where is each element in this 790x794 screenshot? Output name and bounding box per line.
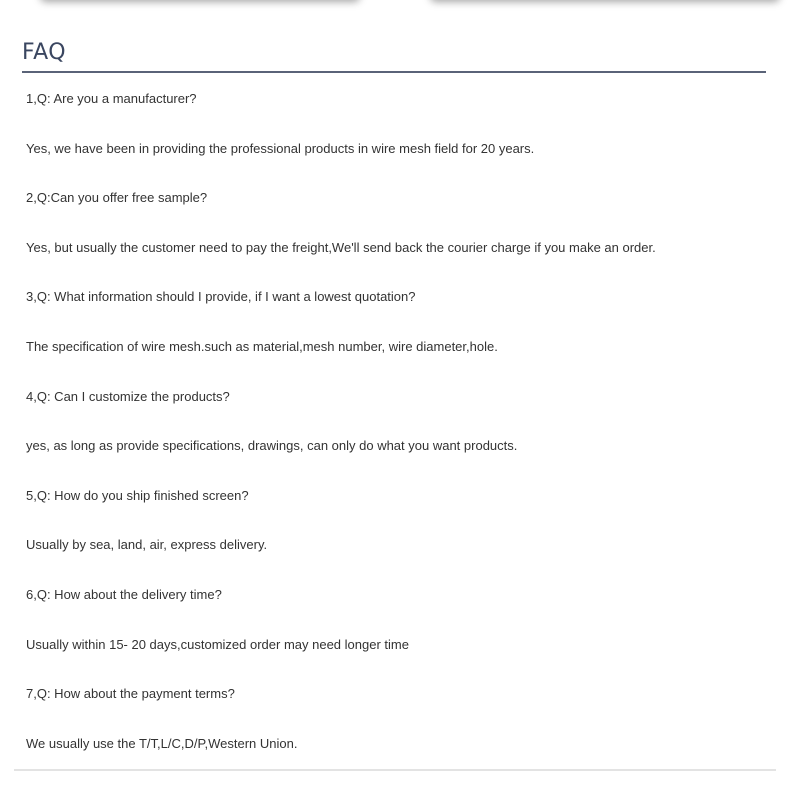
title-divider — [22, 71, 766, 73]
faq-question-6: 6,Q: How about the delivery time? — [26, 586, 222, 602]
faq-answer-5: Usually by sea, land, air, express delivery. — [26, 537, 268, 553]
faq-list — [26, 90, 766, 784]
faq-question-3: 3,Q: What information should I provide, if I want a lowest quotation? — [26, 289, 416, 305]
faq-question-4: 4,Q: Can I customize the products? — [26, 388, 230, 404]
bottom-divider — [14, 769, 776, 771]
faq-question-1: 1,Q: Are you a manufacturer? — [26, 91, 197, 106]
faq-question-2: 2,Q:Can you offer free sample? — [26, 190, 208, 206]
faq-answer-3: The specification of wire mesh.such as material,mesh number, wire diameter,hole. — [26, 338, 498, 354]
faq-question-5: 5,Q: How do you ship finished screen? — [26, 487, 249, 503]
faq-answer-6: Usually within 15- 20 days,customized order may need longer time — [26, 636, 409, 652]
page-title: FAQ — [22, 40, 67, 65]
faq-answer-2: Yes, but usually the customer need to pay the freight,We'll send back the courier charge if you make an order. — [26, 239, 656, 255]
faq-answer-4: yes, as long as provide specifications, drawings, can only do what you want products. — [26, 438, 518, 454]
faq-answer-1: Yes, we have been in providing the professional products in wire mesh field for 20 years. — [26, 140, 535, 156]
faq-answer-7: We usually use the T/T,L/C,D/P,Western Union. — [26, 735, 298, 751]
faq-question-7: 7,Q: How about the payment terms? — [26, 686, 235, 702]
